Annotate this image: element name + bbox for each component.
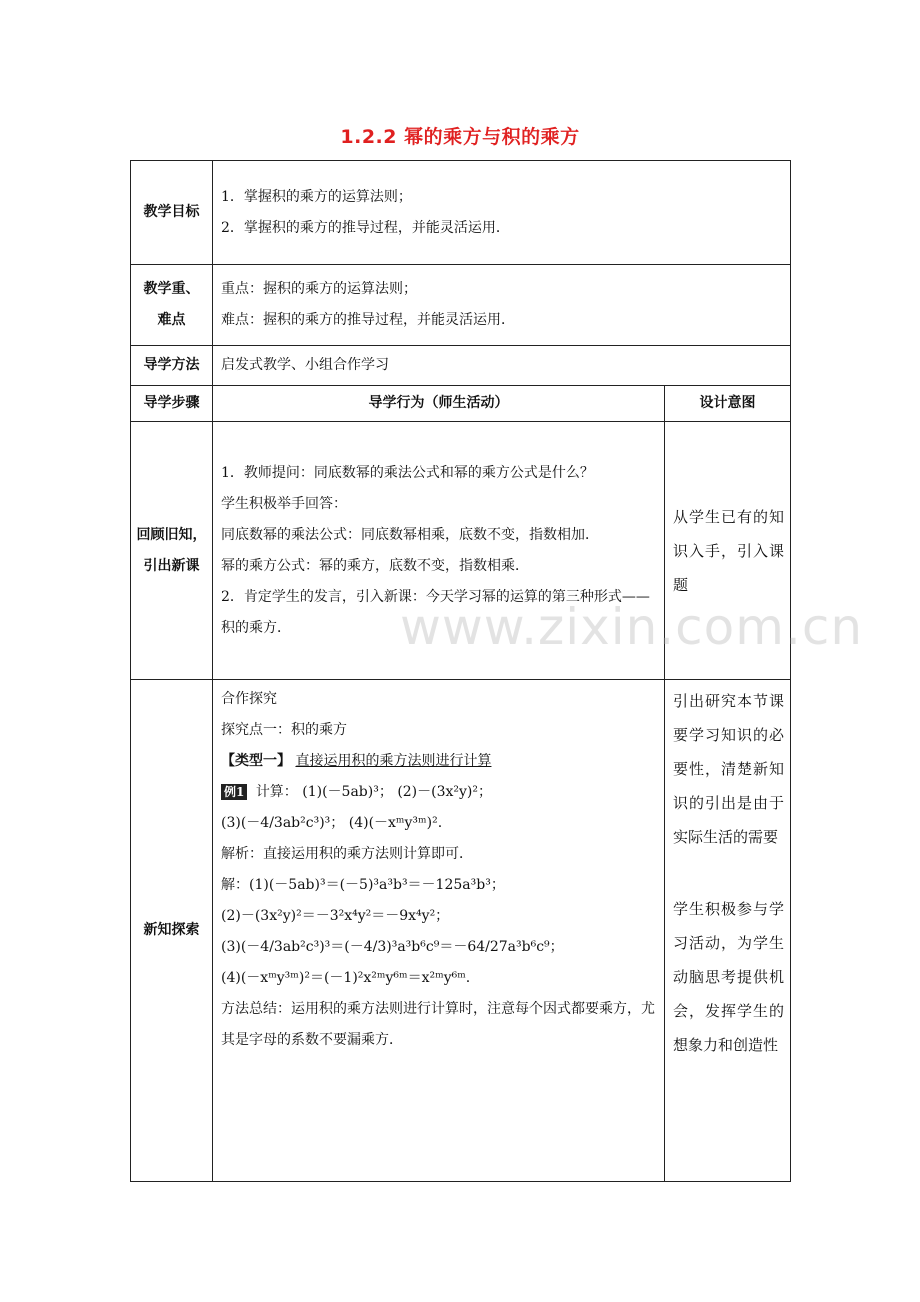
example-line-2 xyxy=(221,808,656,839)
explore-point: 探究点一：积的乘方 xyxy=(221,722,347,738)
key-point-line: 重点：握积的乘方的运算法则； xyxy=(221,281,417,297)
key-points-content xyxy=(213,265,791,346)
solution-line-3: (3)(－4/3ab²c³)³＝(－4/3)³a³b⁶c⁹＝－64/27a³b⁶c⁹； xyxy=(221,939,564,955)
method-label: 导学方法 xyxy=(131,346,213,386)
intent-spacer xyxy=(673,854,784,892)
explore-intent-2: 学生积极参与学习活动，为学生动脑思考提供机会，发挥学生的想象力和创造性 xyxy=(673,900,784,1054)
page-title: 1.2.2 幂的乘方与积的乘方 xyxy=(340,126,580,148)
difficult-point-line: 难点：握积的乘方的推导过程，并能灵活运用． xyxy=(221,312,515,328)
explore-heading: 合作探究 xyxy=(221,691,277,707)
question-3: (3)(－4/3ab²c³)³； xyxy=(221,815,345,831)
review-label-1: 回顾旧知， xyxy=(136,526,207,543)
question-2: (2)－(3x²y)²； xyxy=(397,784,493,800)
review-content xyxy=(213,422,665,680)
type-heading xyxy=(221,746,656,777)
goal-line-1: 1．掌握积的乘方的运算法则； xyxy=(221,188,412,205)
example-badge: 例1 xyxy=(221,784,247,800)
key-points-label xyxy=(131,265,213,346)
review-line-5: 2．肯定学生的发言，引入新课：今天学习幂的运算的第三种形式——积的乘方． xyxy=(221,588,650,636)
review-line-2: 学生积极举手回答： xyxy=(221,495,347,512)
steps-header: 导学步骤 xyxy=(131,386,213,422)
intent-header: 设计意图 xyxy=(665,386,791,422)
watermark-text: www.zixin.com.cn xyxy=(400,598,864,656)
review-row xyxy=(131,422,791,680)
explore-row xyxy=(131,680,791,1182)
explore-intent xyxy=(665,680,791,1182)
goal-line-2: 2．掌握积的乘方的推导过程，并能灵活运用． xyxy=(221,219,510,236)
review-label-2: 引出新课 xyxy=(143,557,200,574)
review-line-1: 1．教师提问：同底数幂的乘法公式和幂的乘方公式是什么？ xyxy=(221,464,594,481)
example-line xyxy=(221,777,656,808)
goals-label: 教学目标 xyxy=(131,161,213,265)
goals-content xyxy=(213,161,791,265)
review-line-4: 幂的乘方公式：幂的乘方，底数不变，指数相乘． xyxy=(221,557,529,574)
goals-row xyxy=(131,161,791,265)
question-1: (1)(－5ab)³； xyxy=(302,784,393,800)
review-intent: 从学生已有的知识入手，引入课题 xyxy=(665,422,791,680)
solution-line-4: (4)(－xᵐy³ᵐ)²＝(－1)²x²ᵐy⁶ᵐ＝x²ᵐy⁶ᵐ. xyxy=(221,970,471,986)
explore-intent-1: 引出研究本节课要学习知识的必要性，清楚新知识的引出是由于实际生活的需要 xyxy=(673,692,784,846)
type-bracket: 【类型一】 xyxy=(221,753,291,769)
key-points-label-1: 教学重、 xyxy=(143,281,200,297)
review-label xyxy=(131,422,213,680)
header-row xyxy=(131,386,791,422)
review-line-3: 同底数幂的乘法公式：同底数幂相乘，底数不变，指数相加． xyxy=(221,526,599,543)
analysis-line: 解析：直接运用积的乘方法则计算即可． xyxy=(221,846,473,862)
method-row xyxy=(131,346,791,386)
explore-content xyxy=(213,680,665,1182)
example-intro: 计算： xyxy=(255,784,298,800)
explore-label: 新知探索 xyxy=(131,680,213,1182)
method-text: 启发式教学、小组合作学习 xyxy=(213,346,791,386)
lesson-plan-table xyxy=(130,160,791,1182)
solution-line-1: 解：(1)(－5ab)³＝(－5)³a³b³＝－125a³b³； xyxy=(221,877,505,893)
key-points-row xyxy=(131,265,791,346)
key-points-label-2: 难点 xyxy=(157,312,186,328)
question-4: (4)(－xᵐy³ᵐ)². xyxy=(348,815,443,831)
type-title: 直接运用积的乘方法则进行计算 xyxy=(295,753,492,769)
solution-line-2: (2)－(3x²y)²＝－3²x⁴y²＝－9x⁴y²； xyxy=(221,908,450,924)
method-summary: 方法总结：运用积的乘方法则进行计算时，注意每个因式都要乘方，尤其是字母的系数不要漏乘方． xyxy=(221,1001,655,1048)
actions-header: 导学行为（师生活动） xyxy=(213,386,665,422)
